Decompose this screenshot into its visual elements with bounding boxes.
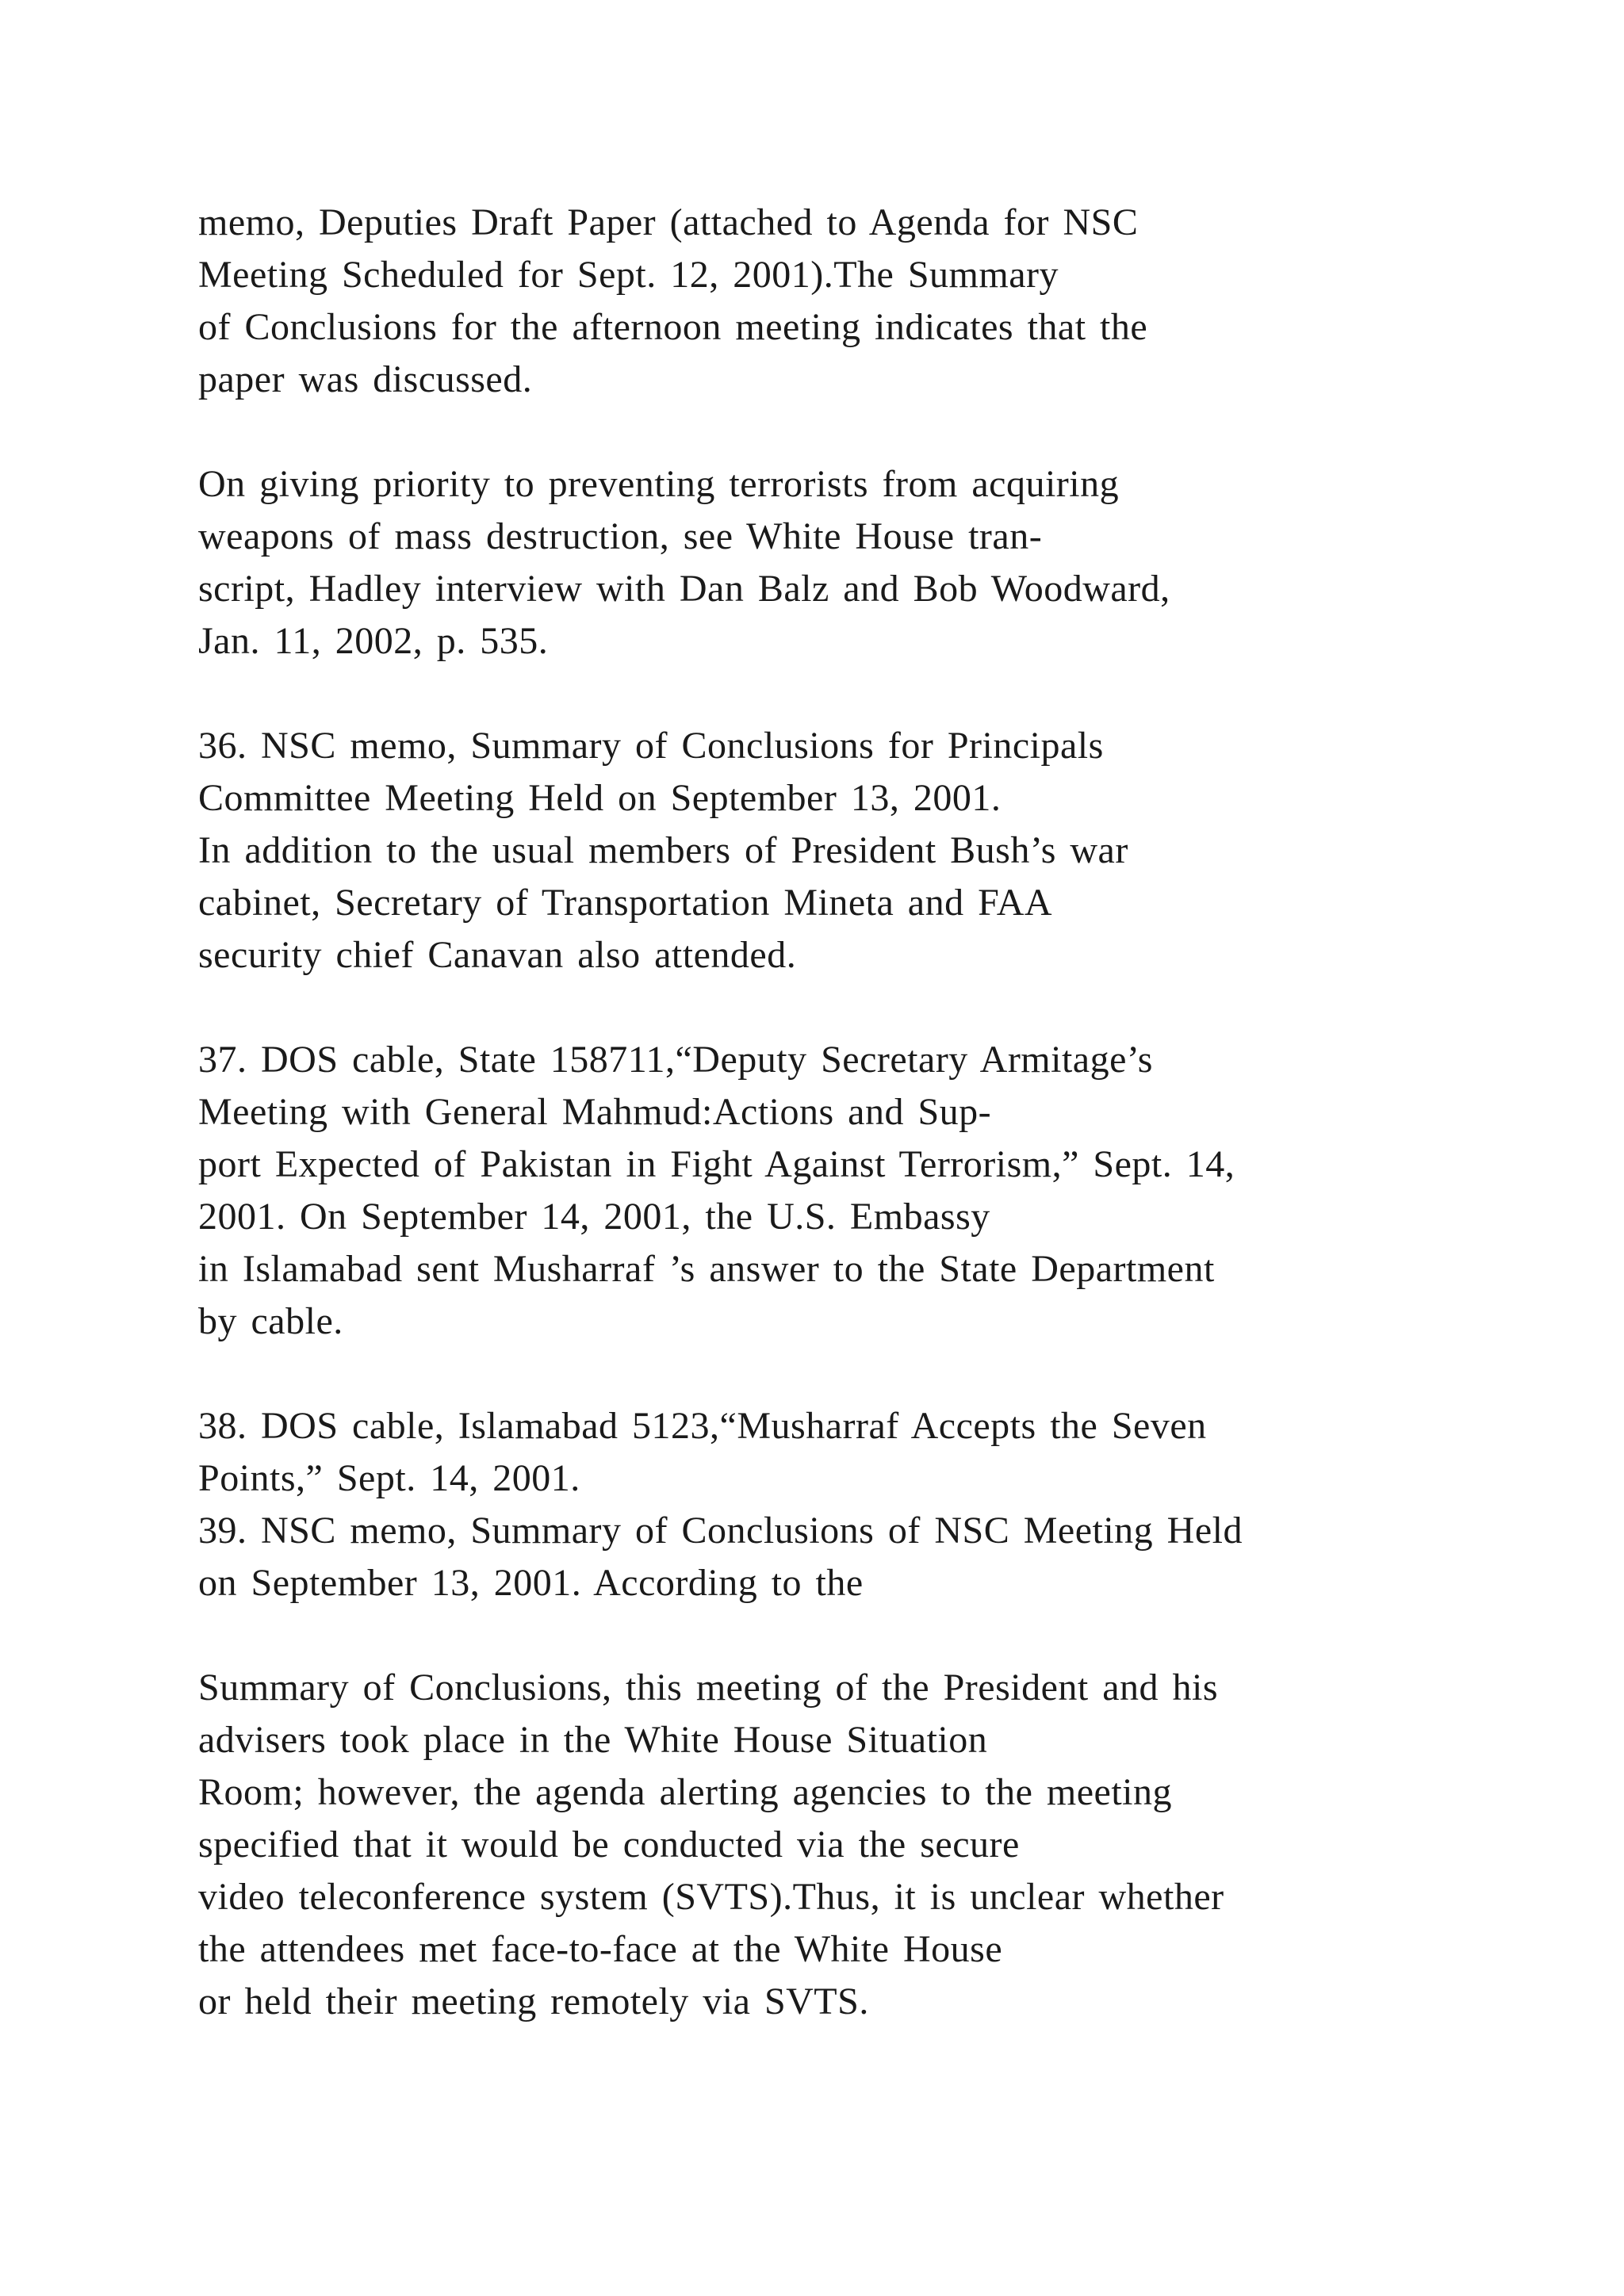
paragraph-situation-room [198,1662,1562,2028]
text-line: Committee Meeting Held on September 13, 2001. [198,777,1002,819]
text-line: cabinet, Secretary of Transportation Mineta and FAA [198,882,1053,924]
text-line: 38. DOS cable, Islamabad 5123,“Musharraf Accepts the Seven [198,1405,1207,1447]
text-line: by cable. [198,1300,343,1342]
text-line: of Conclusions for the afternoon meeting indicates that the [198,306,1148,348]
text-line: the attendees met face-to-face at the White House [198,1928,1003,1970]
text-line: Points,” Sept. 14, 2001. [198,1457,580,1499]
text-line: script, Hadley interview with Dan Balz and Bob Woodward, [198,568,1170,610]
text-line: video teleconference system (SVTS).Thus, it is unclear whether [198,1876,1224,1918]
text-line: 2001. On September 14, 2001, the U.S. Embassy [198,1196,990,1238]
paragraph-wmd-priority [198,458,1562,668]
text-line: Jan. 11, 2002, p. 535. [198,620,549,662]
text-line: memo, Deputies Draft Paper (attached to Agenda for NSC [198,201,1139,243]
document-body [198,197,1562,2080]
text-line: 36. NSC memo, Summary of Conclusions for Principals [198,725,1104,767]
text-line: weapons of mass destruction, see White House tran- [198,515,1043,557]
note-38 [198,1400,1562,1505]
text-line: Room; however, the agenda alerting agencies to the meeting [198,1771,1173,1813]
text-line: In addition to the usual members of President Bush’s war [198,829,1128,871]
text-line: Meeting with General Mahmud:Actions and Sup- [198,1091,992,1133]
paragraph-deputies-draft-paper [198,197,1562,406]
text-line: 37. DOS cable, State 158711,“Deputy Secretary Armitage’s [198,1039,1153,1081]
text-line: paper was discussed. [198,358,533,400]
note-39 [198,1505,1562,1609]
text-line: port Expected of Pakistan in Fight Against Terrorism,” Sept. 14, [198,1143,1235,1185]
note-37 [198,1034,1562,1348]
note-36 [198,720,1562,982]
text-line: Summary of Conclusions, this meeting of the President and his [198,1667,1219,1709]
text-line: on September 13, 2001. According to the [198,1562,864,1604]
text-line: specified that it would be conducted via the secure [198,1823,1020,1866]
text-line: On giving priority to preventing terrorists from acquiring [198,463,1120,505]
text-line: advisers took place in the White House Situation [198,1719,988,1761]
text-line: or held their meeting remotely via SVTS. [198,1980,869,2022]
text-line: in Islamabad sent Musharraf ’s answer to the State Department [198,1248,1215,1290]
text-line: Meeting Scheduled for Sept. 12, 2001).The Summary [198,254,1059,296]
text-line: security chief Canavan also attended. [198,934,797,976]
text-line: 39. NSC memo, Summary of Conclusions of NSC Meeting Held [198,1510,1243,1552]
